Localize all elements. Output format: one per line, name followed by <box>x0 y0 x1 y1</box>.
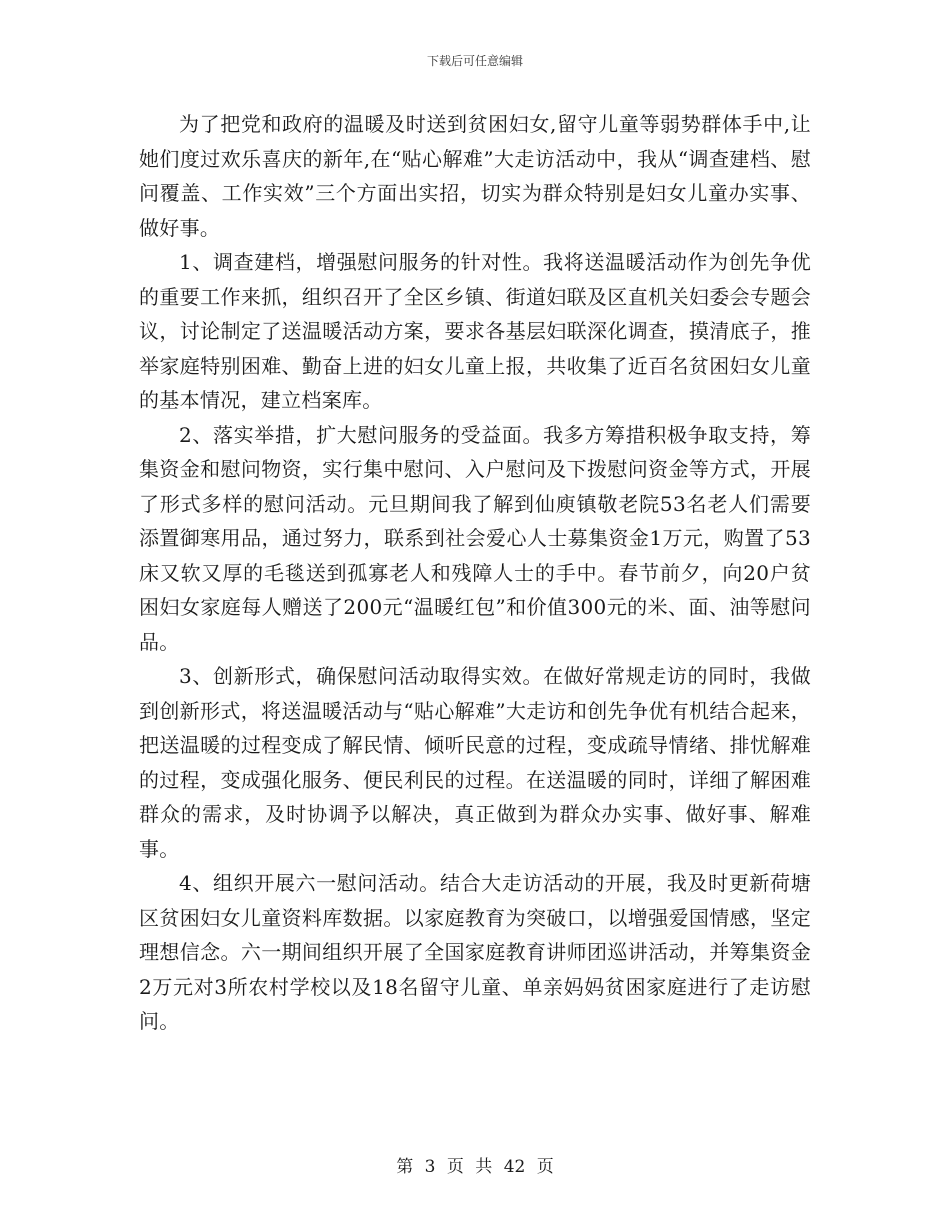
paragraph-4: 4、组织开展六一慰问活动。结合大走访活动的开展，我及时更新荷塘区贫困妇女儿童资料库数据。以家庭教育为突破口，以增强爱国情感，坚定理想信念。六一期间组织开展了全国家庭教育讲师团巡讲活动，并筹集资金2万元对3所农村学校以及18名留守儿童、单亲妈妈贫困家庭进行了走访慰问。 <box>139 871 811 1033</box>
document-body <box>139 107 811 1039</box>
paragraph-intro: 为了把党和政府的温暖及时送到贫困妇女,留守儿童等弱势群体手中,让她们度过欢乐喜庆的新年,在“贴心解难”大走访活动中，我从“调查建档、慰问覆盖、工作实效”三个方面出实招，切实为群众特别是妇女儿童办实事、做好事。 <box>139 112 811 240</box>
paragraph-3: 3、创新形式，确保慰问活动取得实效。在做好常规走访的同时，我做到创新形式，将送温暖活动与“贴心解难”大走访和创先争优有机结合起来，把送温暖的过程变成了解民情、倾听民意的过程，变成疏导情绪、排忧解难的过程，变成强化服务、便民利民的过程。在送温暖的同时，详细了解困难群众的需求，及时协调予以解决，真正做到为群众办实事、做好事、解难事。 <box>139 664 811 861</box>
paragraph-1: 1、调查建档，增强慰问服务的针对性。我将送温暖活动作为创先争优的重要工作来抓，组织召开了全区乡镇、街道妇联及区直机关妇委会专题会议，讨论制定了送温暖活动方案，要求各基层妇联深化调查，摸清底子，推举家庭特别困难、勤奋上进的妇女儿童上报，共收集了近百名贫困妇女儿童的基本情况，建立档案库。 <box>139 250 811 412</box>
page-footer: 第 3 页 共 42 页 <box>396 1157 554 1177</box>
page-header: 下载后可任意编辑 <box>426 54 523 68</box>
paragraph-2: 2、落实举措，扩大慰问服务的受益面。我多方筹措积极争取支持，筹集资金和慰问物资，实行集中慰问、入户慰问及下拨慰问资金等方式，开展了形式多样的慰问活动。元旦期间我了解到仙庾镇敬老院53名老人们需要添置御寒用品，通过努力，联系到社会爱心人士募集资金1万元，购置了53床又软又厚的毛毯送到孤寡老人和残障人士的手中。春节前夕，向20户贫困妇女家庭每人赠送了200元“温暖红包”和价值300元的米、面、油等慰问品。 <box>139 422 811 654</box>
